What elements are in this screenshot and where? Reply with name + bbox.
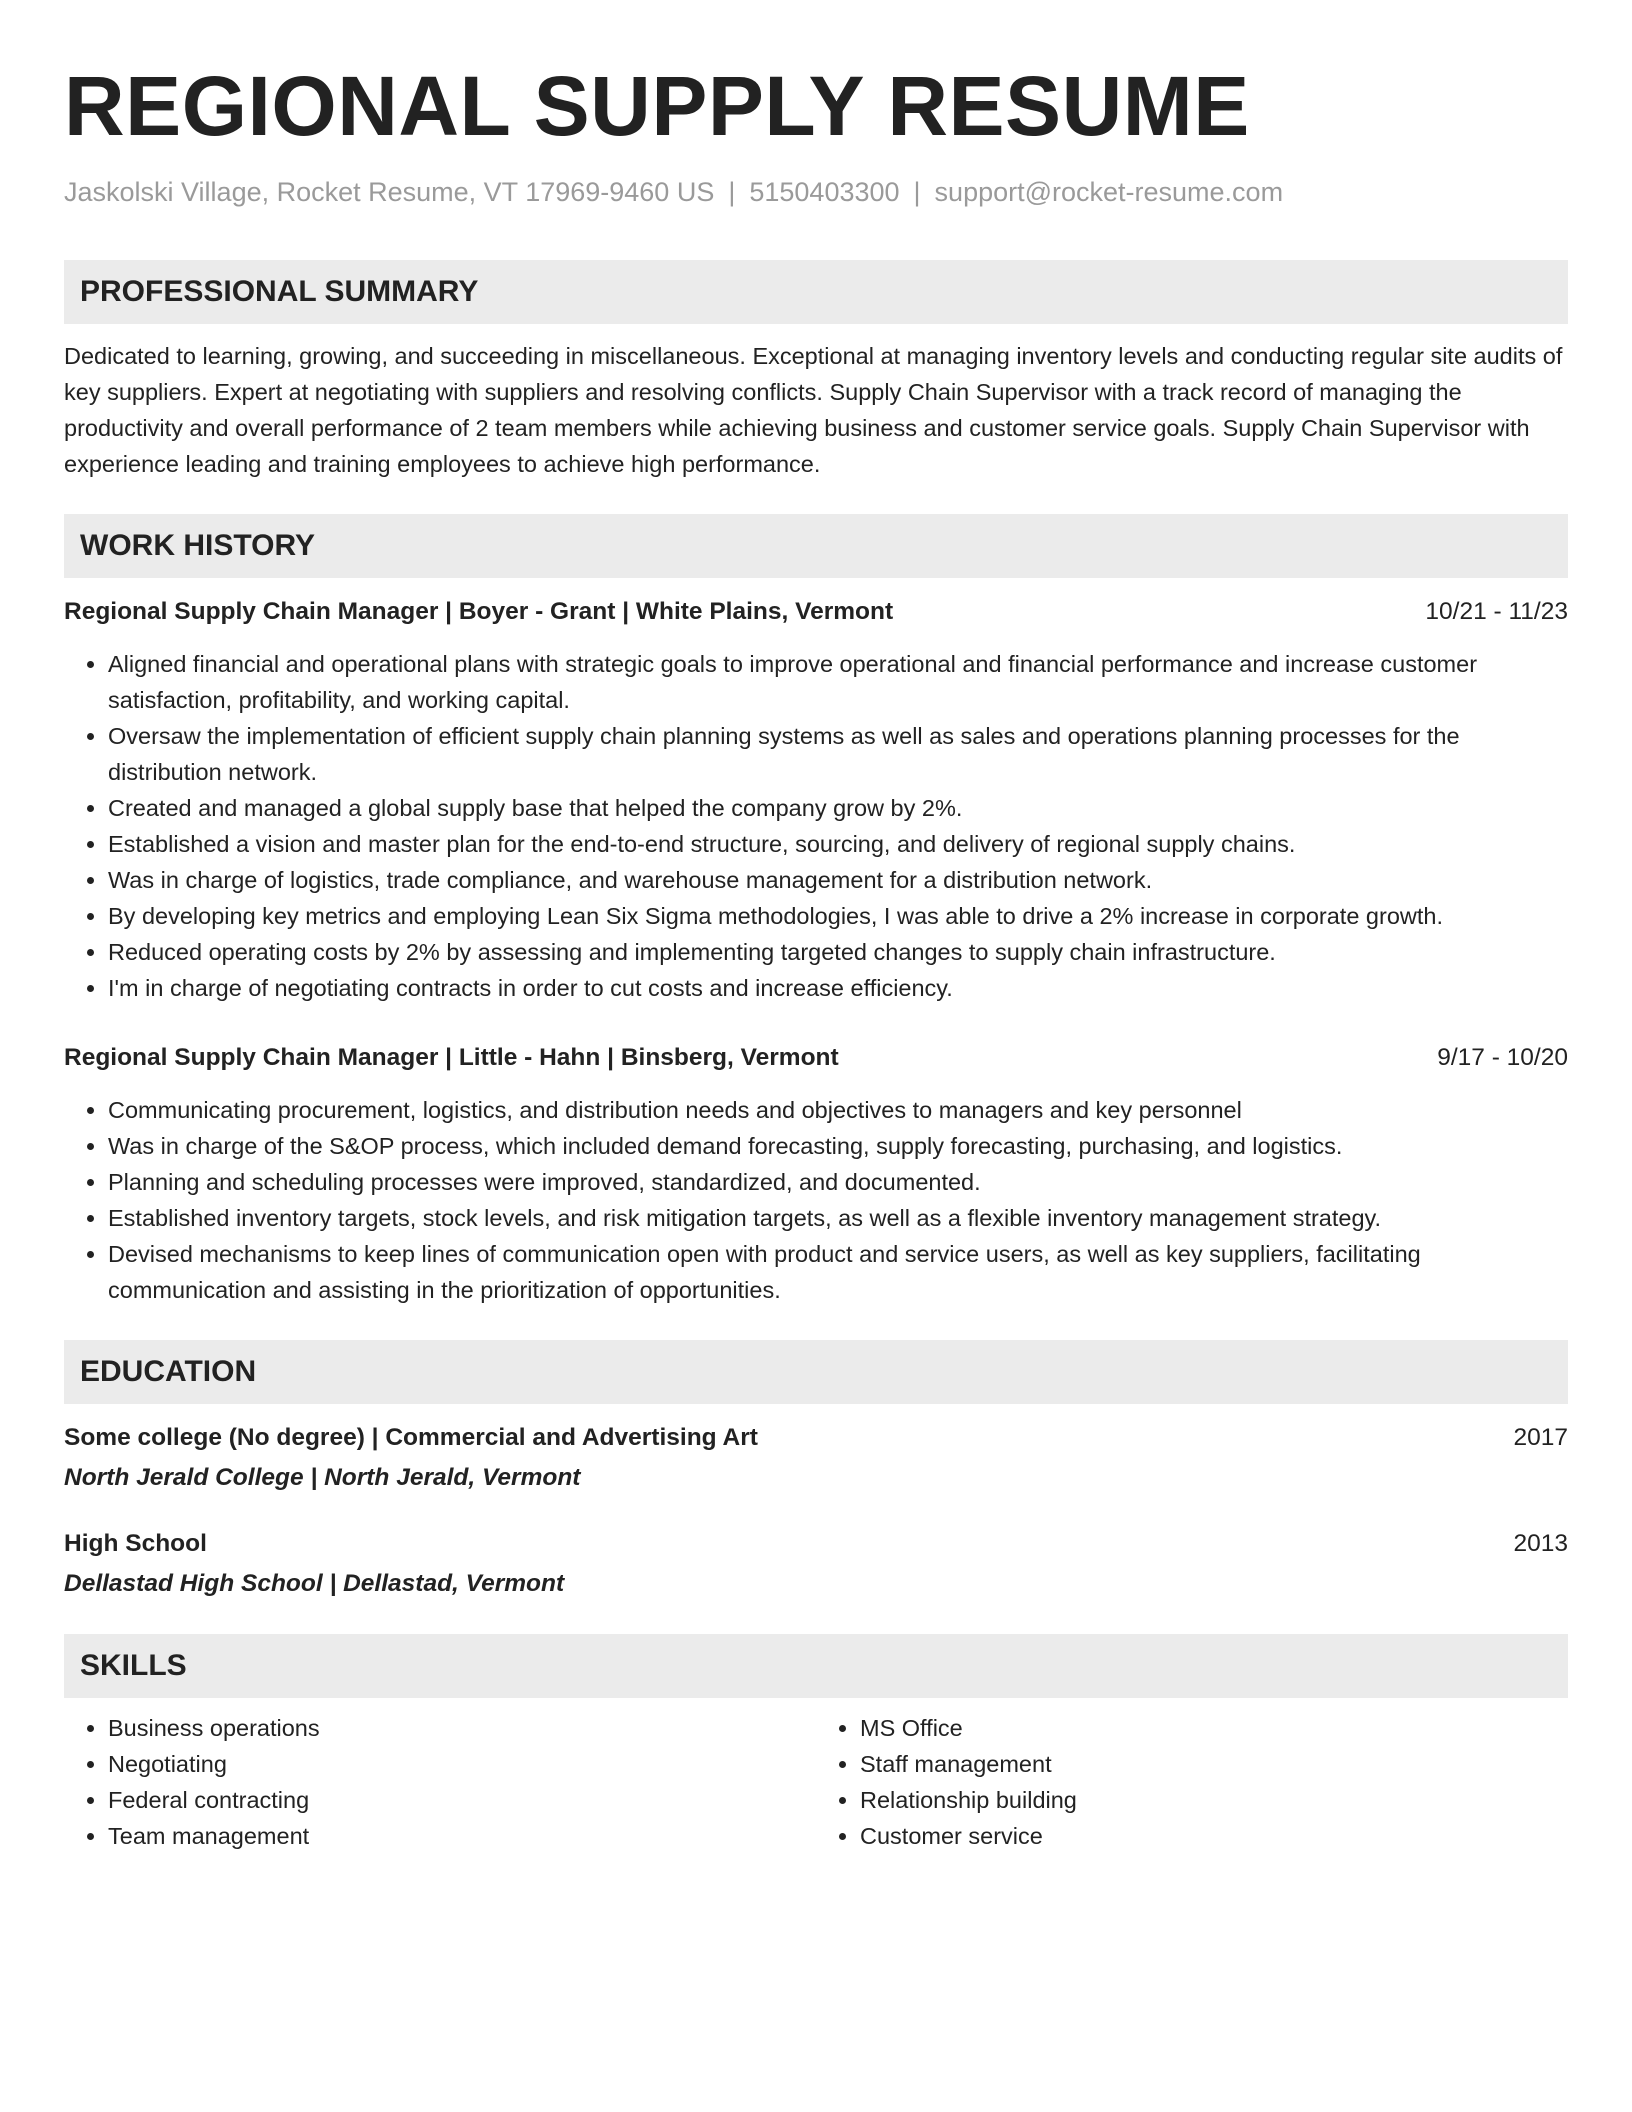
section-heading-skills: SKILLS bbox=[64, 1634, 1568, 1698]
job-entry-header bbox=[64, 1040, 1568, 1076]
education-entry-header bbox=[64, 1420, 1568, 1456]
job-bullet-list bbox=[64, 646, 1568, 1006]
skill-item: • Business operations bbox=[108, 1710, 816, 1746]
job-bullet: • Oversaw the implementation of efficient supply chain planning systems as well as sales and operations planning processes for the distribution network. bbox=[108, 718, 1568, 790]
skills-column-right bbox=[816, 1710, 1568, 1854]
education-year: 2017 bbox=[1513, 1424, 1568, 1451]
contact-phone: 5150403300 bbox=[749, 177, 900, 207]
contact-address: Jaskolski Village, Rocket Resume, VT 17969-9460 US bbox=[64, 177, 715, 207]
education-entry-header bbox=[64, 1526, 1568, 1562]
job-bullet: • Established inventory targets, stock levels, and risk mitigation targets, as well as a flexible inventory management strategy. bbox=[108, 1200, 1568, 1236]
skills-grid bbox=[64, 1710, 1568, 1854]
job-bullet: • Was in charge of the S&OP process, which included demand forecasting, supply forecasting, purchasing, and logistics. bbox=[108, 1128, 1568, 1164]
skills-list bbox=[64, 1710, 816, 1854]
job-bullet: • Reduced operating costs by 2% by assessing and implementing targeted changes to supply chain infrastructure. bbox=[108, 934, 1568, 970]
education-year: 2013 bbox=[1513, 1530, 1568, 1557]
section-heading-summary: PROFESSIONAL SUMMARY bbox=[64, 260, 1568, 324]
skills-list bbox=[816, 1710, 1568, 1854]
education-school: North Jerald College | North Jerald, Vermont bbox=[64, 1464, 581, 1491]
skills-column-left bbox=[64, 1710, 816, 1854]
skill-item: • Team management bbox=[108, 1818, 816, 1854]
job-dates: 9/17 - 10/20 bbox=[1437, 1044, 1568, 1071]
section-heading-education: EDUCATION bbox=[64, 1340, 1568, 1404]
skill-item: • Negotiating bbox=[108, 1746, 816, 1782]
skill-item: • Staff management bbox=[860, 1746, 1568, 1782]
contact-email: support@rocket-resume.com bbox=[934, 177, 1284, 207]
skill-item: • Relationship building bbox=[860, 1782, 1568, 1818]
summary-text: Dedicated to learning, growing, and succeeding in miscellaneous. Exceptional at managing inventory levels and conducting regular site audits of key suppliers. Expert at negotiating with suppliers and resolving conflicts. Supply Chain Supervisor with a track record of managing the productivity and overall performance of 2 team members while achieving business and customer service goals. Supply Chain Supervisor with experience leading and training employees to achieve high performance. bbox=[64, 343, 1563, 477]
section-heading-work-history: WORK HISTORY bbox=[64, 514, 1568, 578]
contact-separator: | bbox=[913, 177, 921, 207]
education-degree: High School bbox=[64, 1530, 207, 1557]
education-degree: Some college (No degree) | Commercial and Advertising Art bbox=[64, 1424, 758, 1451]
job-title: Regional Supply Chain Manager | Boyer - Grant | White Plains, Vermont bbox=[64, 598, 894, 625]
job-bullet: • Communicating procurement, logistics, and distribution needs and objectives to managers and key personnel bbox=[108, 1092, 1568, 1128]
contact-line bbox=[64, 174, 1568, 210]
job-bullet: • Established a vision and master plan for the end-to-end structure, sourcing, and delivery of regional supply chains. bbox=[108, 826, 1568, 862]
job-title: Regional Supply Chain Manager | Little - Hahn | Binsberg, Vermont bbox=[64, 1044, 839, 1071]
skill-item: • MS Office bbox=[860, 1710, 1568, 1746]
resume-title: REGIONAL SUPPLY RESUME bbox=[64, 59, 1250, 153]
job-dates: 10/21 - 11/23 bbox=[1425, 598, 1568, 625]
job-bullet: • Was in charge of logistics, trade compliance, and warehouse management for a distribution network. bbox=[108, 862, 1568, 898]
job-bullet: • I'm in charge of negotiating contracts in order to cut costs and increase efficiency. bbox=[108, 970, 1568, 1006]
job-entry-header bbox=[64, 594, 1568, 630]
job-bullet: • Aligned financial and operational plans with strategic goals to improve operational and financial performance and increase customer satisfaction, profitability, and working capital. bbox=[108, 646, 1568, 718]
skill-item: • Customer service bbox=[860, 1818, 1568, 1854]
job-bullet: • Devised mechanisms to keep lines of communication open with product and service users, as well as key suppliers, facilitating communication and assisting in the prioritization of opportunities. bbox=[108, 1236, 1568, 1308]
job-bullet: • Created and managed a global supply base that helped the company grow by 2%. bbox=[108, 790, 1568, 826]
education-school: Dellastad High School | Dellastad, Vermont bbox=[64, 1570, 565, 1597]
job-bullet-list bbox=[64, 1092, 1568, 1308]
job-bullet: • Planning and scheduling processes were improved, standardized, and documented. bbox=[108, 1164, 1568, 1200]
job-bullet: • By developing key metrics and employing Lean Six Sigma methodologies, I was able to drive a 2% increase in corporate growth. bbox=[108, 898, 1568, 934]
skill-item: • Federal contracting bbox=[108, 1782, 816, 1818]
contact-separator: | bbox=[728, 177, 736, 207]
